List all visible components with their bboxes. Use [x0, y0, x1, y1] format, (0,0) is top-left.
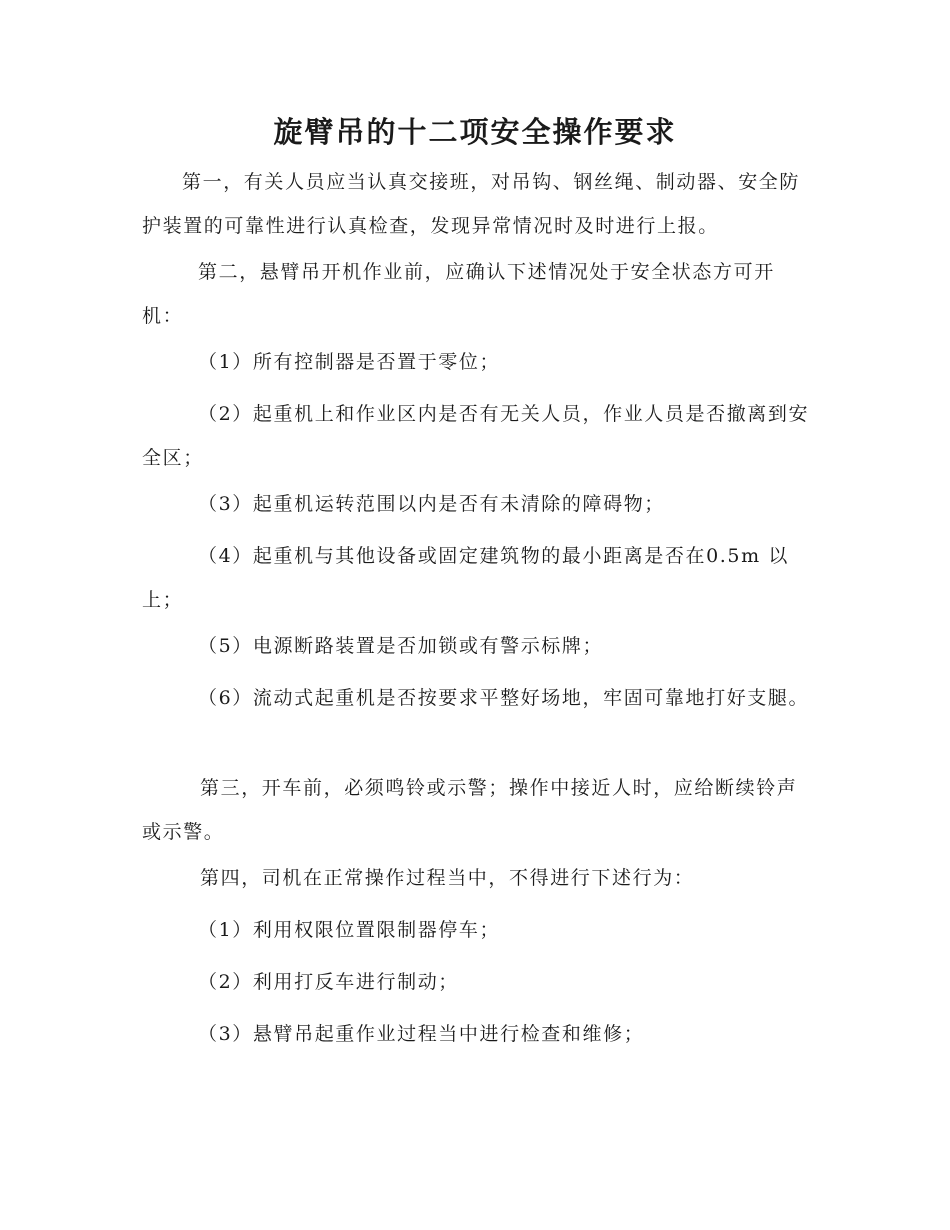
paragraph-item-5: （5）电源断路装置是否加锁或有警示标牌；	[198, 635, 604, 657]
document-title: 旋臂吊的十二项安全操作要求	[273, 115, 677, 149]
paragraph-item-2: （2）起重机上和作业区内是否有无关人员，作业人员是否撤离到安全区；	[142, 403, 810, 469]
paragraph-section-1: 第一，有关人员应当认真交接班，对吊钩、钢丝绳、制动器、安全防护装置的可靠性进行认真检查，发现异常情况时及时进行上报。	[142, 171, 801, 237]
paragraph-item-3: （3）起重机运转范围以内是否有未清除的障碍物；	[198, 493, 665, 515]
paragraph-item-4: （4）起重机与其他设备或固定建筑物的最小距离是否在0.5m 以上；	[142, 545, 789, 611]
paragraph-section-2: 第二，悬臂吊开机作业前，应确认下述情况处于安全状态方可开机：	[142, 261, 775, 327]
paragraph-section-4: 第四，司机在正常操作过程当中，不得进行下述行为：	[200, 867, 695, 889]
paragraph-subitem-1: （1）利用权限位置限制器停车；	[198, 919, 501, 941]
paragraph-subitem-3: （3）悬臂吊起重作业过程当中进行检查和维修；	[198, 1023, 645, 1045]
paragraph-section-3: 第三，开车前，必须鸣铃或示警；操作中接近人时，应给断续铃声或示警。	[142, 777, 798, 843]
paragraph-item-1: （1）所有控制器是否置于零位；	[198, 351, 501, 373]
paragraph-subitem-2: （2）利用打反车进行制动；	[198, 971, 459, 993]
paragraph-item-6: （6）流动式起重机是否按要求平整好场地，牢固可靠地打好支腿。	[198, 687, 810, 709]
